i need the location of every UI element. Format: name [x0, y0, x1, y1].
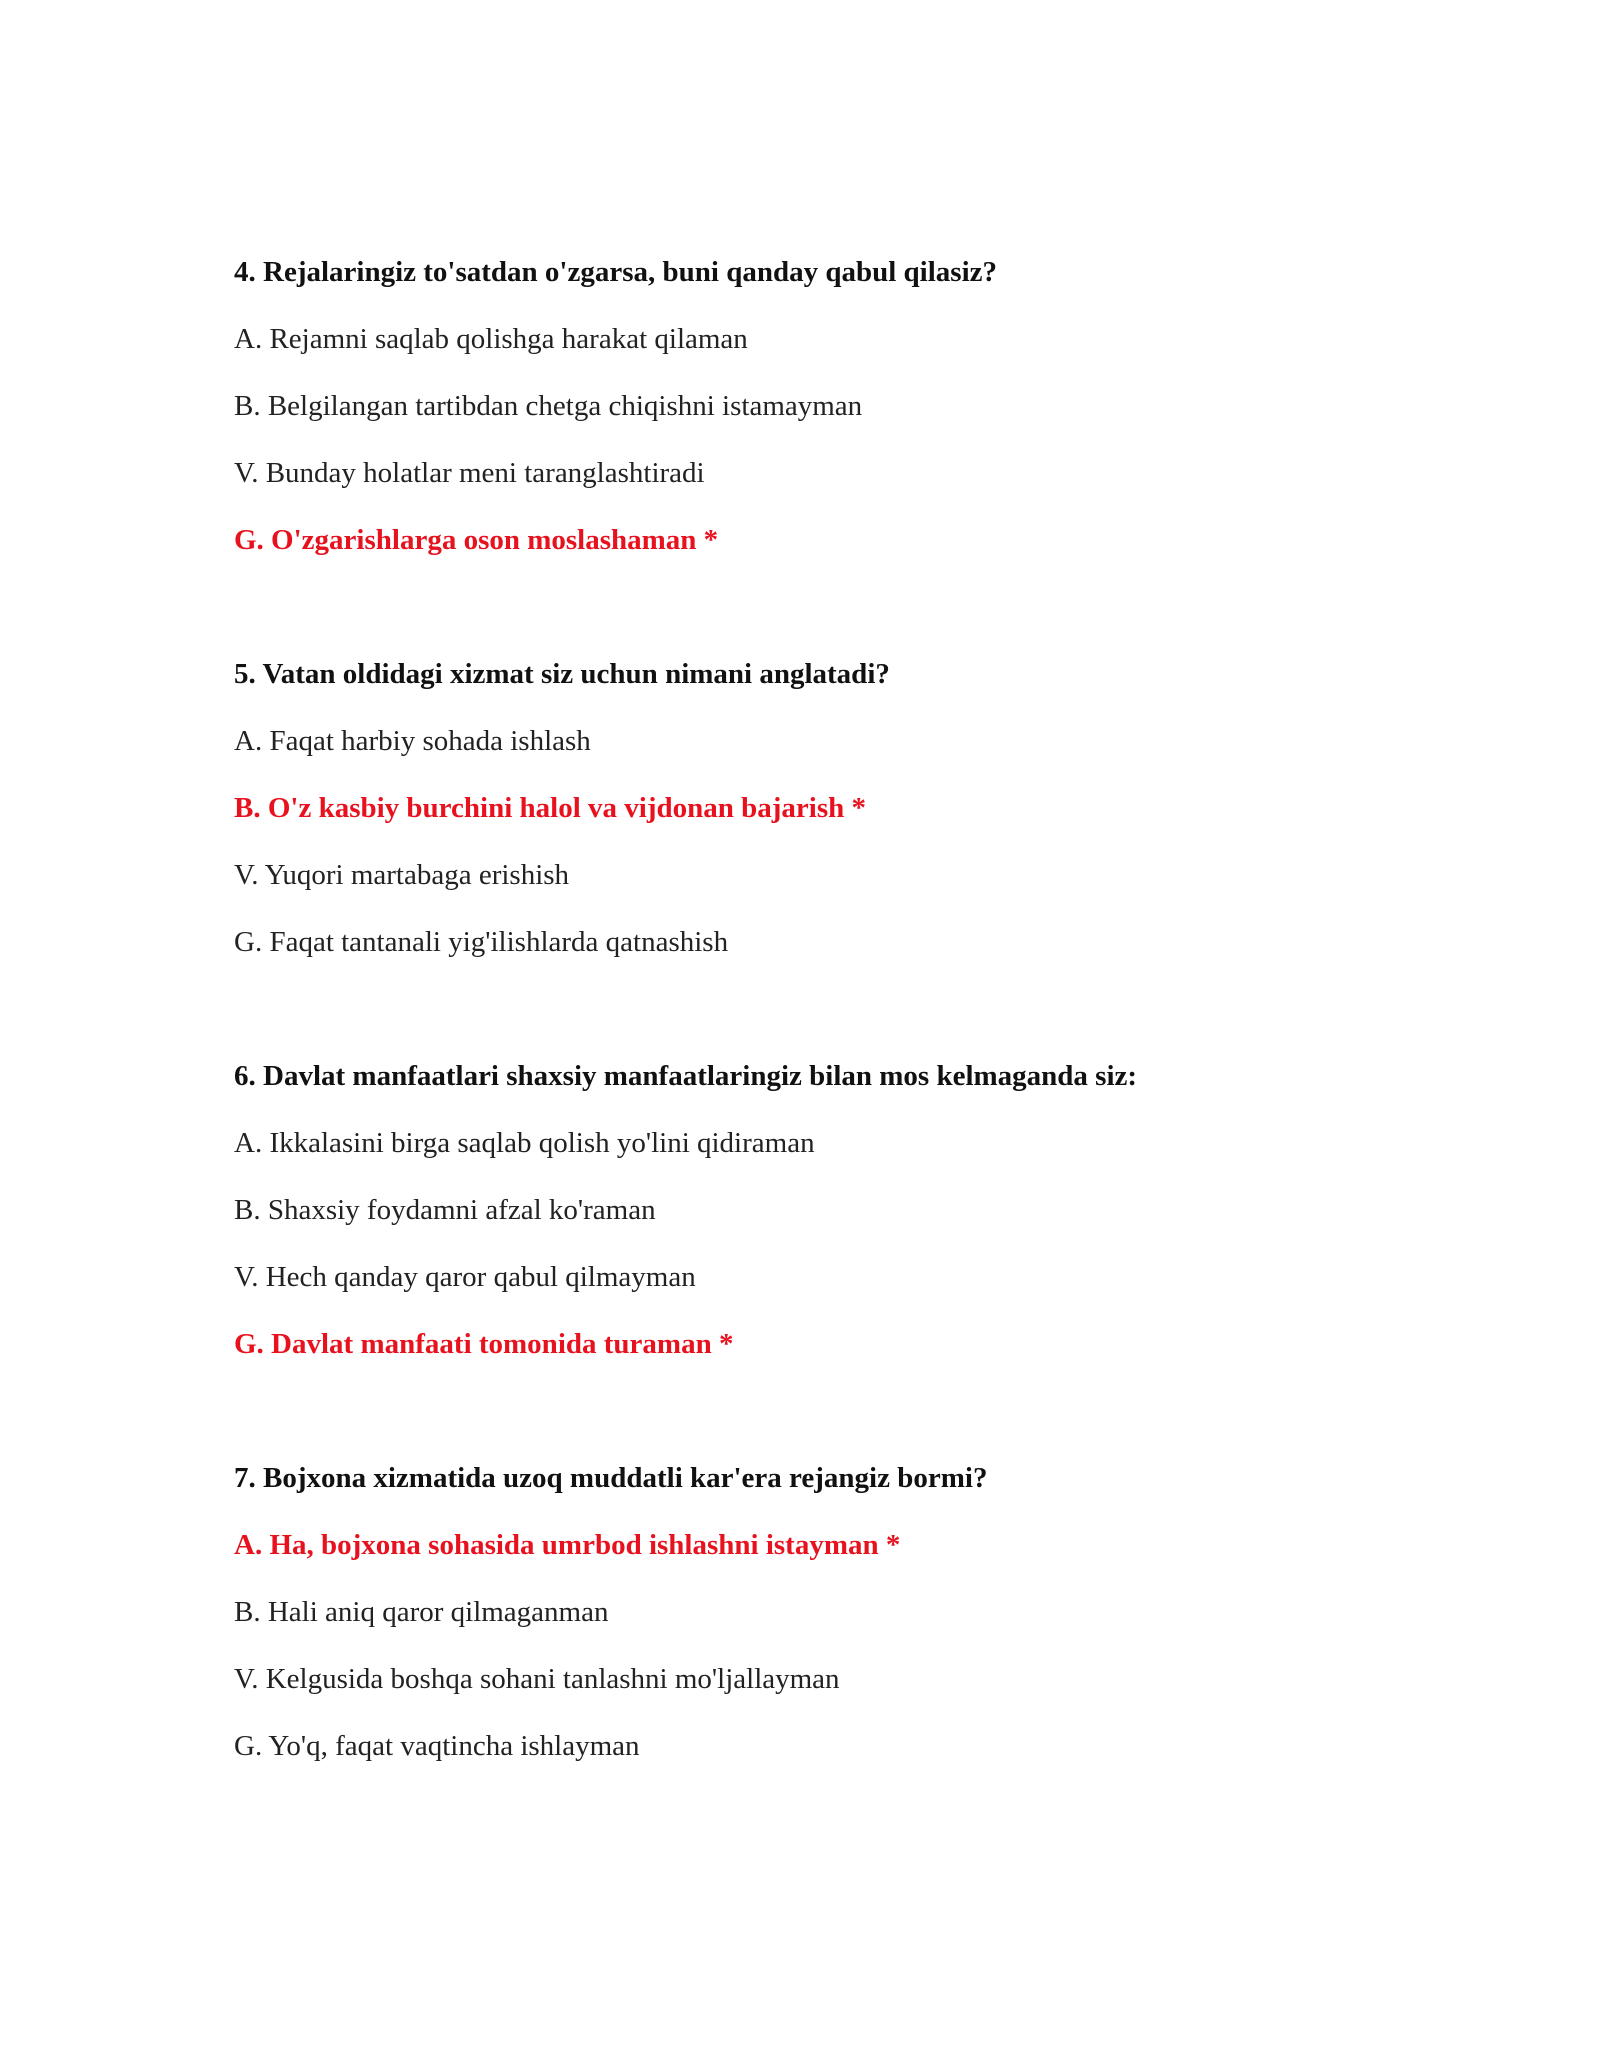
question-title: 5. Vatan oldidagi xizmat siz uchun nimani anglatadi?: [234, 658, 890, 690]
option-b: B. Belgilangan tartibdan chetga chiqishni istamayman: [234, 390, 863, 422]
option-v: V. Kelgusida boshqa sohani tanlashni mo'ljallayman: [234, 1663, 840, 1695]
option-v: V. Hech qanday qaror qabul qilmayman: [234, 1261, 696, 1293]
option-g: G. Faqat tantanali yig'ilishlarda qatnashish: [234, 926, 729, 958]
option-a: A. Ikkalasini birga saqlab qolish yo'lini qidiraman: [234, 1127, 815, 1159]
question-title: 4. Rejalaringiz to'satdan o'zgarsa, buni qanday qabul qilasiz?: [234, 256, 997, 288]
option-g: G. O'zgarishlarga oson moslashaman *: [234, 524, 719, 556]
option-b: B. Hali aniq qaror qilmaganman: [234, 1596, 609, 1628]
option-g: G. Yo'q, faqat vaqtincha ishlayman: [234, 1730, 640, 1762]
option-a: A. Rejamni saqlab qolishga harakat qilaman: [234, 323, 748, 355]
option-b: B. O'z kasbiy burchini halol va vijdonan bajarish *: [234, 792, 866, 824]
option-a: A. Ha, bojxona sohasida umrbod ishlashni istayman *: [234, 1529, 901, 1561]
option-v: V. Yuqori martabaga erishish: [234, 859, 570, 891]
question-title: 6. Davlat manfaatlari shaxsiy manfaatlaringiz bilan mos kelmaganda siz:: [234, 1060, 1138, 1092]
option-b: B. Shaxsiy foydamni afzal ko'raman: [234, 1194, 656, 1226]
option-g: G. Davlat manfaati tomonida turaman *: [234, 1328, 734, 1360]
option-v: V. Bunday holatlar meni taranglashtiradi: [234, 457, 705, 489]
option-a: A. Faqat harbiy sohada ishlash: [234, 725, 591, 757]
question-title: 7. Bojxona xizmatida uzoq muddatli kar'era rejangiz bormi?: [234, 1462, 988, 1494]
